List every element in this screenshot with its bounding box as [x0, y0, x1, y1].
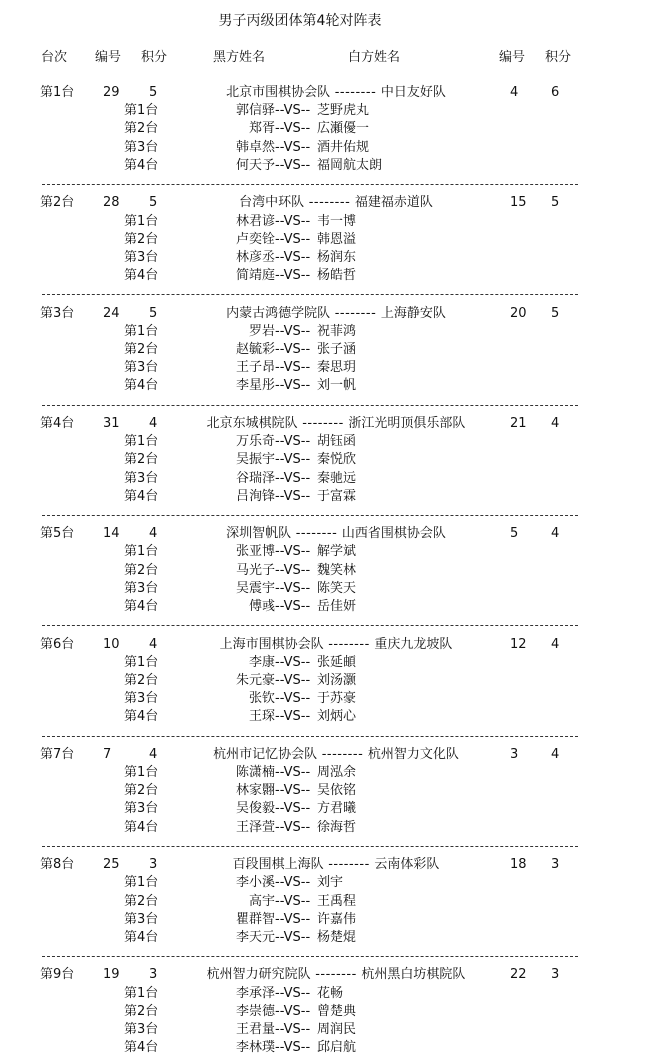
header-black-name: 黑方姓名: [213, 50, 266, 65]
board-label: 第1台: [124, 985, 159, 1001]
white-player-name: 许嘉伟: [317, 911, 357, 927]
black-player-name: 卢奕铨: [235, 231, 275, 247]
white-team-name: 重庆九龙坡队: [374, 636, 453, 652]
black-player-name: 罗岩: [248, 323, 275, 339]
team-separator: --------: [323, 636, 375, 652]
row-divider: [42, 184, 578, 185]
vs-marker: --VS--: [275, 985, 311, 1001]
match-black-score: 3: [149, 857, 158, 873]
black-team-name: 北京市围棋协会队: [226, 85, 331, 100]
vs-marker: --VS--: [275, 599, 311, 614]
vs-marker: --VS--: [275, 875, 311, 891]
white-player-name: 福岡航太朗: [317, 157, 383, 173]
white-team-name: 山西省围棋协会队: [341, 526, 446, 542]
white-team-name: 上海静安队: [380, 305, 446, 321]
white-player-name: 杨楚焜: [317, 929, 357, 945]
vs-marker: --VS--: [275, 654, 311, 670]
black-player-name: 韩卓然: [235, 139, 275, 155]
black-player-name: 傅彧: [248, 599, 275, 614]
row-divider: [42, 956, 578, 957]
team-separator: --------: [291, 526, 342, 542]
match-white-score: 4: [551, 415, 560, 431]
black-player-name: 何天予: [235, 157, 275, 173]
team-separator: --------: [304, 195, 355, 211]
black-player-name: 李小溪: [235, 875, 275, 891]
header-table-no: 台次: [41, 50, 68, 65]
vs-marker: --VS--: [275, 488, 311, 504]
board-label: 第2台: [124, 231, 159, 247]
match-black-no: 7: [103, 746, 112, 762]
vs-marker: --VS--: [275, 342, 311, 357]
vs-marker: --VS--: [275, 378, 311, 394]
white-player-name: 秦驰远: [317, 470, 357, 486]
board-label: 第3台: [124, 139, 159, 155]
board-label: 第4台: [124, 378, 159, 394]
white-team-name: 杭州黑白坊棋院队: [361, 967, 466, 983]
match-black-no: 19: [103, 967, 120, 983]
black-player-name: 李林璞: [235, 1040, 275, 1056]
board-label: 第4台: [124, 488, 159, 504]
vs-marker: --VS--: [275, 544, 311, 560]
black-team-name: 深圳智帆队: [226, 526, 292, 542]
black-team-name: 上海市围棋协会队: [219, 636, 324, 652]
white-player-name: 解学斌: [317, 544, 357, 560]
white-player-name: 杨润东: [317, 249, 357, 265]
match-white-no: 4: [510, 85, 519, 100]
board-label: 第4台: [124, 599, 159, 614]
match-white-no: 12: [510, 636, 527, 652]
match-black-score: 5: [149, 305, 158, 321]
black-player-name: 马光子: [235, 562, 275, 578]
vs-marker: --VS--: [275, 360, 311, 376]
black-player-name: 瞿群智: [235, 911, 275, 927]
board-label: 第4台: [124, 268, 159, 284]
vs-marker: --VS--: [275, 911, 311, 927]
white-player-name: 方君曦: [317, 801, 357, 817]
black-player-name: 张亚博: [235, 544, 275, 560]
white-team-name: 福建福赤道队: [354, 195, 433, 211]
match-black-no: 31: [103, 415, 120, 431]
vs-marker: --VS--: [275, 580, 311, 596]
white-player-name: 胡钰函: [317, 434, 357, 450]
white-player-name: 于富霖: [317, 488, 357, 504]
match-white-no: 18: [510, 857, 527, 873]
board-label: 第1台: [124, 103, 159, 119]
vs-marker: --VS--: [275, 765, 311, 780]
white-player-name: 広瀬優一: [317, 121, 370, 137]
match-white-no: 20: [510, 305, 527, 321]
match-table-no: 第6台: [40, 636, 75, 652]
board-label: 第1台: [124, 875, 159, 891]
board-label: 第1台: [124, 434, 159, 450]
vs-marker: --VS--: [275, 157, 311, 173]
board-label: 第4台: [124, 1040, 159, 1056]
black-player-name: 李星彤: [235, 378, 275, 394]
white-team-name: 云南体彩队: [374, 857, 440, 873]
match-teams: [150, 636, 522, 654]
board-label: 第1台: [124, 654, 159, 670]
white-player-name: 于苏豪: [317, 691, 357, 707]
match-white-score: 4: [551, 636, 560, 652]
team-separator: --------: [330, 305, 381, 321]
board-label: 第1台: [124, 765, 159, 780]
team-separator: --------: [330, 85, 381, 100]
match-white-score: 5: [551, 305, 560, 321]
black-player-name: 李康: [248, 654, 275, 670]
board-label: 第3台: [124, 691, 159, 707]
match-table-no: 第1台: [40, 85, 75, 100]
match-black-no: 14: [103, 526, 120, 542]
black-team-name: 杭州智力研究院队: [206, 967, 311, 983]
board-label: 第2台: [124, 893, 159, 909]
white-team-name: 杭州智力文化队: [367, 746, 459, 762]
black-team-name: 百段围棋上海队: [232, 857, 324, 873]
board-label: 第3台: [124, 249, 159, 265]
black-player-name: 谷瑞泽: [235, 470, 275, 486]
board-label: 第3台: [124, 470, 159, 486]
board-label: 第1台: [124, 213, 159, 229]
board-label: 第2台: [124, 672, 159, 688]
vs-marker: --VS--: [275, 1040, 311, 1056]
board-label: 第2台: [124, 1003, 159, 1019]
match-table-no: 第3台: [40, 305, 75, 321]
row-divider: [42, 846, 578, 847]
black-player-name: 李崇德: [235, 1003, 275, 1019]
white-player-name: 邱启航: [317, 1040, 357, 1056]
header-black-score: 积分: [141, 50, 168, 65]
header-white-no: 编号: [499, 50, 526, 65]
row-divider: [42, 736, 578, 737]
row-divider: [42, 405, 578, 406]
vs-marker: --VS--: [275, 929, 311, 945]
white-player-name: 张子涵: [317, 342, 357, 357]
vs-marker: --VS--: [275, 268, 311, 284]
vs-marker: --VS--: [275, 121, 311, 137]
black-player-name: 王子昂: [235, 360, 275, 376]
white-player-name: 秦悦欣: [317, 452, 357, 468]
board-label: 第4台: [124, 819, 159, 835]
white-player-name: 刘一帆: [317, 378, 357, 394]
match-black-no: 10: [103, 636, 120, 652]
white-player-name: 周润民: [317, 1022, 357, 1037]
match-table-no: 第8台: [40, 857, 75, 873]
white-player-name: 秦思玥: [317, 360, 357, 376]
black-player-name: 郑胥: [248, 121, 275, 137]
match-black-score: 4: [149, 415, 158, 431]
white-player-name: 曾楚典: [317, 1003, 357, 1019]
vs-marker: --VS--: [275, 103, 311, 119]
board-label: 第1台: [124, 544, 159, 560]
match-teams: [150, 305, 522, 323]
black-player-name: 吴振宇: [235, 452, 275, 468]
board-label: 第4台: [124, 157, 159, 173]
vs-marker: --VS--: [275, 470, 311, 486]
match-white-no: 15: [510, 195, 527, 211]
header-black-no: 编号: [95, 50, 122, 65]
match-white-score: 3: [551, 967, 560, 983]
board-label: 第3台: [124, 1022, 159, 1037]
vs-marker: --VS--: [275, 783, 311, 799]
white-player-name: 花畅: [317, 985, 344, 1001]
match-black-score: 5: [149, 85, 158, 100]
vs-marker: --VS--: [275, 323, 311, 339]
black-player-name: 万乐奇: [235, 434, 275, 450]
white-player-name: 岳佳妍: [317, 599, 357, 614]
black-player-name: 吴震宇: [235, 580, 275, 596]
vs-marker: --VS--: [275, 672, 311, 688]
black-player-name: 郭信驿: [235, 103, 275, 119]
board-label: 第3台: [124, 580, 159, 596]
board-label: 第2台: [124, 562, 159, 578]
black-player-name: 高宇: [248, 893, 275, 909]
vs-marker: --VS--: [275, 434, 311, 450]
match-teams: [150, 856, 522, 874]
match-white-no: 21: [510, 415, 527, 431]
vs-marker: --VS--: [275, 801, 311, 817]
match-table-no: 第9台: [40, 967, 75, 983]
row-divider: [42, 515, 578, 516]
match-table-no: 第4台: [40, 415, 75, 431]
vs-marker: --VS--: [275, 819, 311, 835]
black-player-name: 张钦: [248, 691, 275, 707]
match-white-score: 3: [551, 857, 560, 873]
vs-marker: --VS--: [275, 893, 311, 909]
row-divider: [42, 625, 578, 626]
match-teams: [150, 84, 522, 102]
board-label: 第1台: [124, 323, 159, 339]
white-player-name: 祝菲鸿: [317, 323, 357, 339]
match-black-score: 4: [149, 746, 158, 762]
black-player-name: 陈潇楠: [235, 765, 275, 780]
match-black-no: 25: [103, 857, 120, 873]
match-table-no: 第7台: [40, 746, 75, 762]
white-player-name: 刘汤灏: [317, 672, 357, 688]
board-label: 第2台: [124, 783, 159, 799]
match-black-no: 29: [103, 85, 120, 100]
black-player-name: 吴俊毅: [235, 801, 275, 817]
match-white-no: 22: [510, 967, 527, 983]
vs-marker: --VS--: [275, 562, 311, 578]
black-player-name: 吕洵锋: [235, 488, 275, 504]
match-teams: [150, 746, 522, 764]
white-player-name: 吴依铭: [317, 783, 357, 799]
white-player-name: 芝野虎丸: [317, 103, 370, 119]
black-player-name: 王泽萱: [235, 819, 275, 835]
match-teams: [150, 966, 522, 984]
match-white-score: 4: [551, 526, 560, 542]
black-player-name: 王琛: [248, 709, 275, 725]
black-team-name: 北京东城棋院队: [206, 415, 298, 431]
black-player-name: 林彦丞: [235, 249, 275, 265]
page-title: 男子丙级团体第4轮对阵表: [218, 13, 382, 29]
black-player-name: 王君量: [235, 1022, 275, 1037]
board-label: 第2台: [124, 342, 159, 357]
vs-marker: --VS--: [275, 1003, 311, 1019]
match-black-score: 4: [149, 636, 158, 652]
black-player-name: 李天元: [235, 929, 275, 945]
match-teams: [150, 415, 522, 433]
white-team-name: 浙江光明顶俱乐部队: [348, 415, 466, 431]
white-player-name: 陈笑天: [317, 580, 357, 596]
vs-marker: --VS--: [275, 1022, 311, 1037]
white-player-name: 刘宇: [317, 875, 344, 891]
board-label: 第4台: [124, 709, 159, 725]
row-divider: [42, 294, 578, 295]
header-white-name: 白方姓名: [348, 50, 401, 65]
match-black-score: 4: [149, 526, 158, 542]
white-player-name: 刘炳心: [317, 709, 357, 725]
match-teams: [150, 525, 522, 543]
team-separator: --------: [317, 746, 368, 762]
black-team-name: 杭州市记忆协会队: [213, 746, 318, 762]
board-label: 第3台: [124, 360, 159, 376]
black-player-name: 赵毓彩: [235, 342, 275, 357]
white-player-name: 韩恩溢: [317, 231, 357, 247]
black-player-name: 林君谚: [235, 213, 275, 229]
board-label: 第4台: [124, 929, 159, 945]
match-black-no: 28: [103, 195, 120, 211]
header-white-score: 积分: [545, 50, 572, 65]
black-player-name: 林家翾: [235, 783, 275, 799]
board-label: 第2台: [124, 121, 159, 137]
match-white-score: 6: [551, 85, 560, 100]
black-player-name: 简靖庭: [235, 268, 275, 284]
match-black-score: 3: [149, 967, 158, 983]
white-player-name: 王禹程: [317, 893, 357, 909]
vs-marker: --VS--: [275, 452, 311, 468]
match-white-no: 5: [510, 526, 519, 542]
board-label: 第3台: [124, 911, 159, 927]
vs-marker: --VS--: [275, 691, 311, 707]
match-table-no: 第2台: [40, 195, 75, 211]
match-black-no: 24: [103, 305, 120, 321]
match-white-score: 4: [551, 746, 560, 762]
white-player-name: 魏笑林: [317, 562, 357, 578]
black-team-name: 内蒙古鸿德学院队: [226, 305, 331, 321]
match-table-no: 第5台: [40, 526, 75, 542]
white-team-name: 中日友好队: [380, 85, 446, 100]
white-player-name: 徐海哲: [317, 819, 357, 835]
vs-marker: --VS--: [275, 213, 311, 229]
black-player-name: 朱元豪: [235, 672, 275, 688]
white-player-name: 韦一博: [317, 213, 357, 229]
team-separator: --------: [297, 415, 349, 431]
team-separator: --------: [310, 967, 362, 983]
match-black-score: 5: [149, 195, 158, 211]
white-player-name: 周泓余: [317, 765, 357, 780]
white-player-name: 张延頔: [317, 654, 357, 670]
match-white-score: 5: [551, 195, 560, 211]
black-player-name: 李承泽: [235, 985, 275, 1001]
match-teams: [150, 194, 522, 212]
team-separator: --------: [323, 857, 375, 873]
white-player-name: 杨皓哲: [317, 268, 357, 284]
board-label: 第3台: [124, 801, 159, 817]
board-label: 第2台: [124, 452, 159, 468]
white-player-name: 酒井佑规: [317, 139, 370, 155]
vs-marker: --VS--: [275, 709, 311, 725]
match-white-no: 3: [510, 746, 519, 762]
vs-marker: --VS--: [275, 249, 311, 265]
vs-marker: --VS--: [275, 139, 311, 155]
vs-marker: --VS--: [275, 231, 311, 247]
black-team-name: 台湾中环队: [239, 195, 305, 211]
